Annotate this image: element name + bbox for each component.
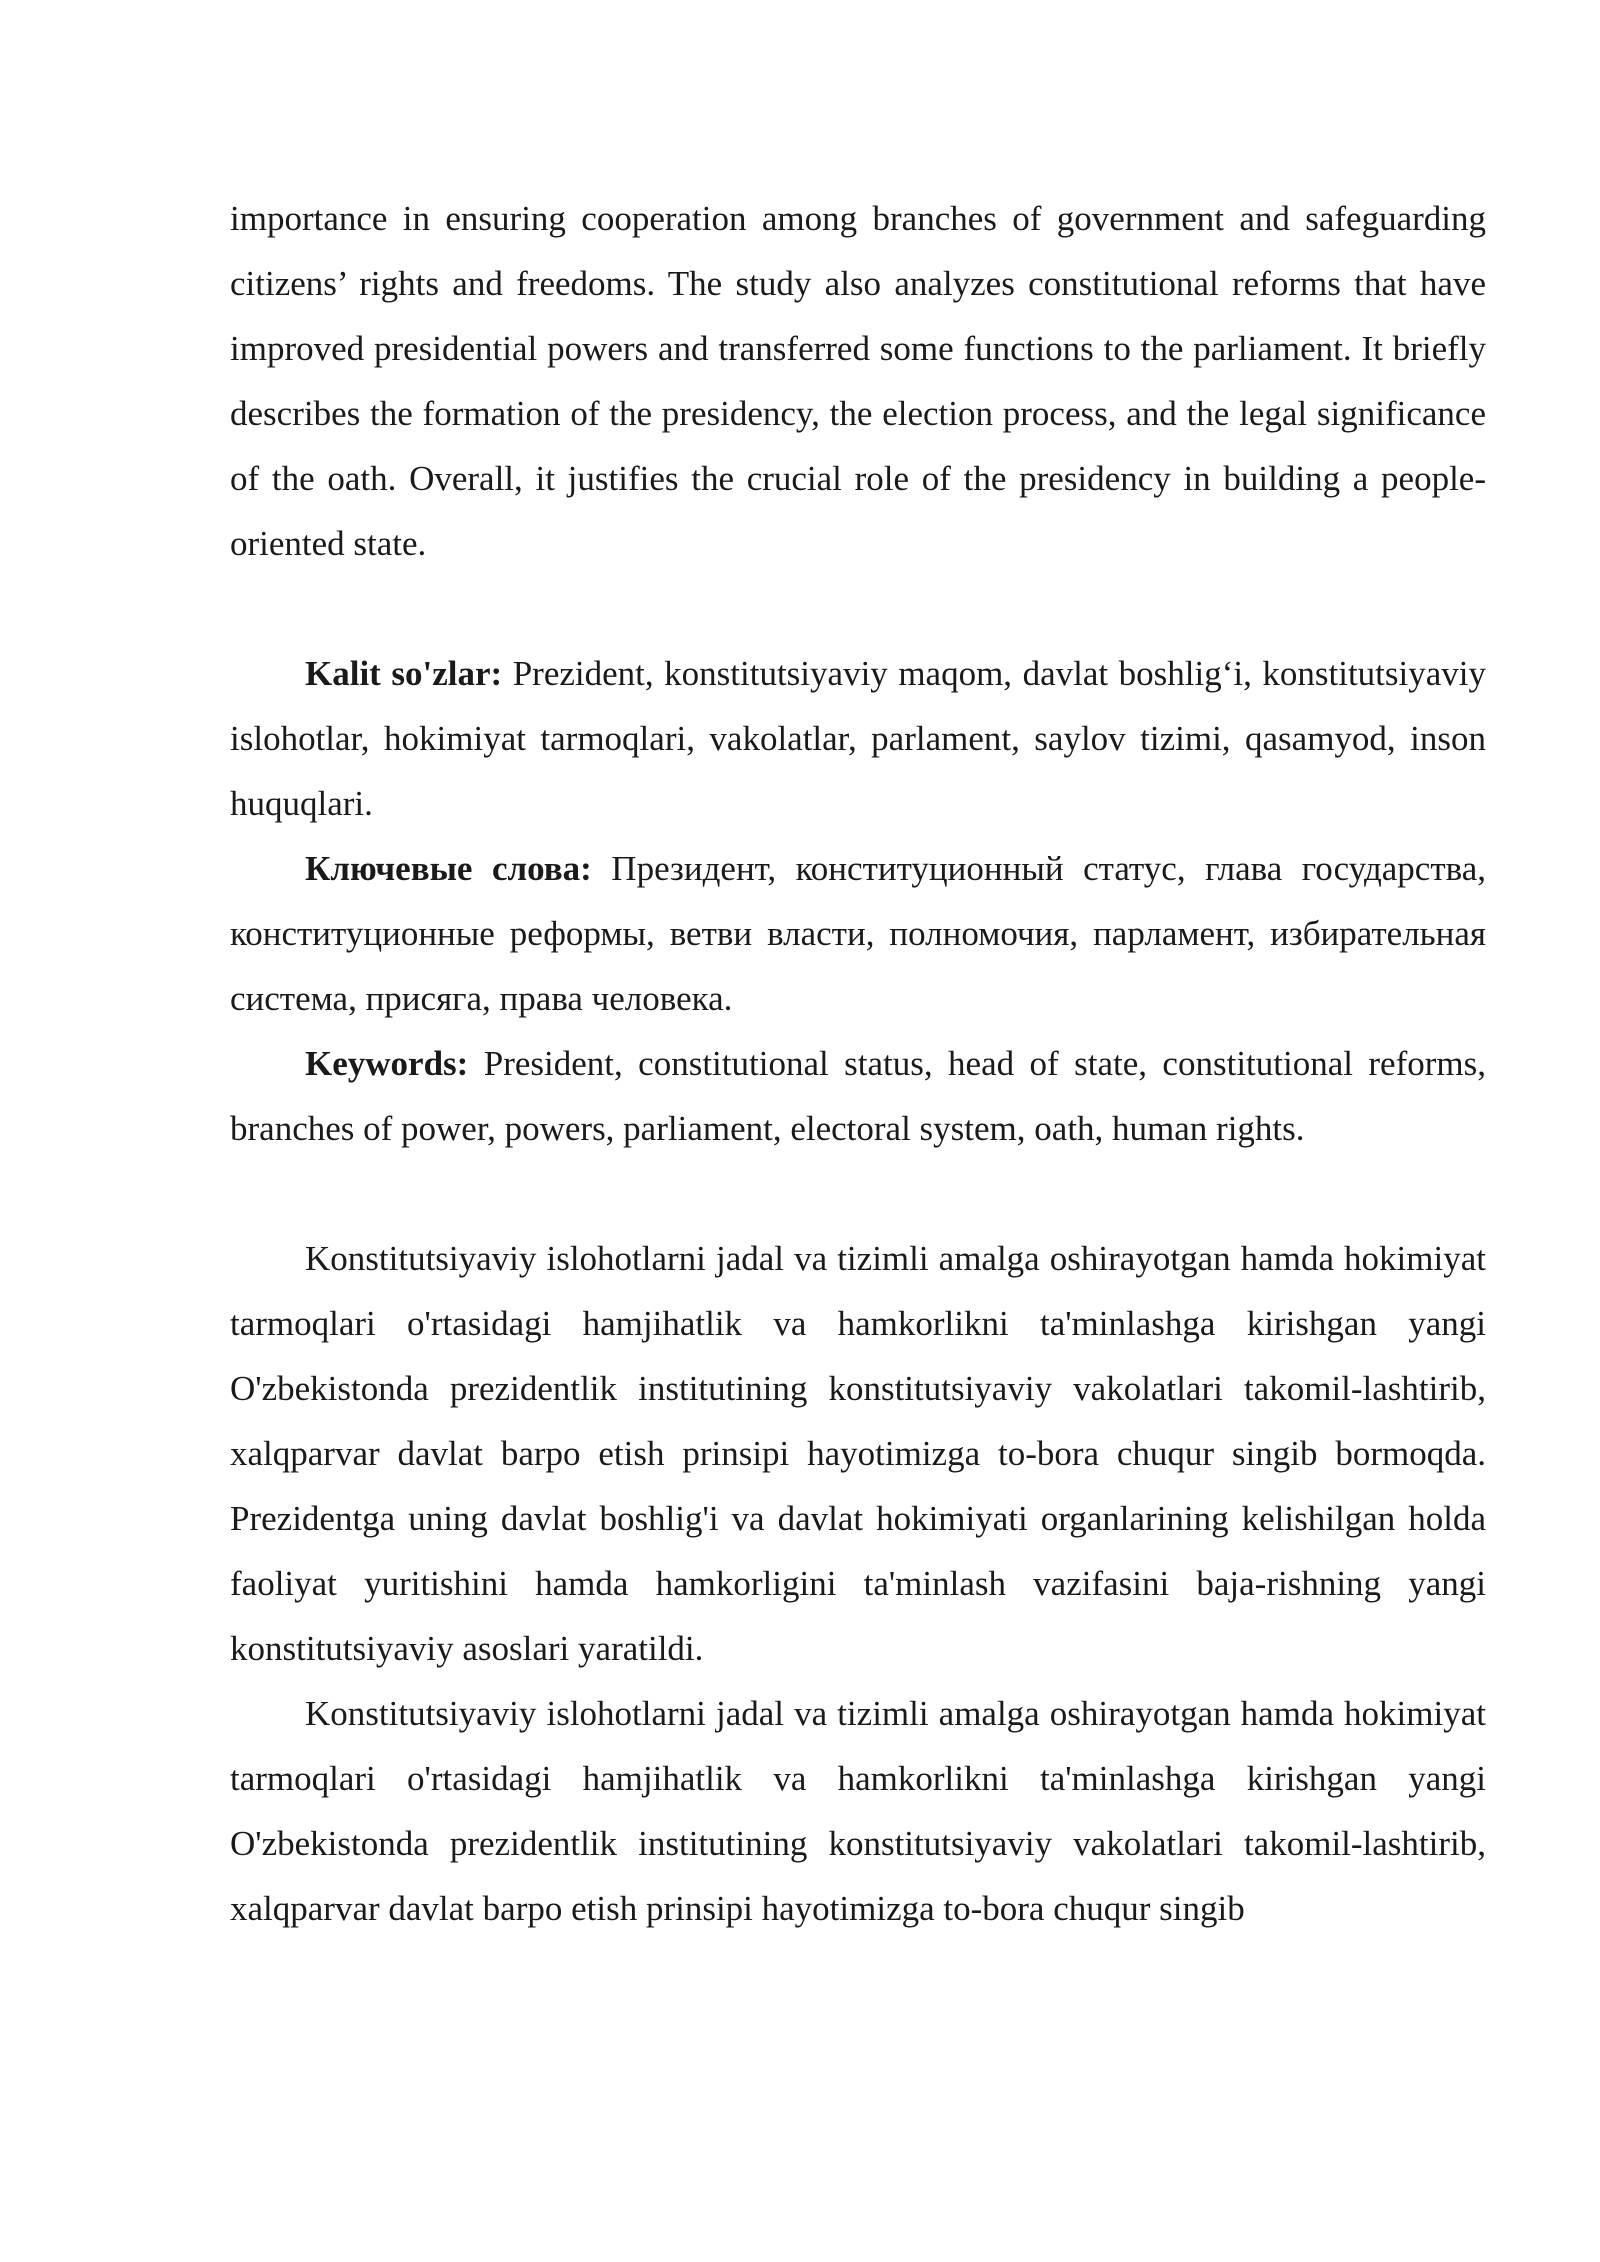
body-paragraph: Konstitutsiyaviy islohotlarni jadal va tizimli amalga oshirayotgan hamda hokimiyat tarmoqlari o'rtasidagi hamjihatlik va hamkorlikni ta'minlashga kirishgan yangi O'zbekistonda prezidentlik institutining konstitutsiyaviy vakolatlari takomil-lashtirib, xalqparvar davlat barpo etish prinsipi hayotimizga to-bora chuqur singib bormoqda. Prezidentga uning davlat boshlig'i va davlat hokimiyati organlarining kelishilgan holda faoliyat yuritishini hamda hamkorligini ta'minlash vazifasini baja-rishning yangi konstitutsiyaviy asoslari yaratildi.: [230, 1239, 1486, 1668]
document-page: [230, 186, 1486, 1941]
abstract-english-continuation: importance in ensuring cooperation among branches of government and safeguarding citizens’ rights and freedoms. The study also analyzes constitutional reforms that have improved presidential powers and transferred some functions to the parliament. It briefly describes the formation of the presidency, the election process, and the legal significance of the oath. Overall, it justifies the crucial role of the presidency in building a people-oriented state.: [230, 199, 1486, 563]
keywords-russian-text: Президент, конституционный статус, глава государства, конституционные реформы, ветви власти, полномочия, парламент, избирательная система, присяга, права человека.: [230, 849, 1486, 1018]
keywords-russian: [230, 836, 1486, 1031]
keywords-english-label: Keywords:: [305, 1044, 469, 1083]
keywords-uzbek-label: Kalit so'zlar:: [305, 654, 503, 693]
paragraph-spacer: [230, 1161, 1486, 1226]
keywords-english: [230, 1031, 1486, 1161]
keywords-uzbek: [230, 641, 1486, 836]
body-paragraph: Konstitutsiyaviy islohotlarni jadal va tizimli amalga oshirayotgan hamda hokimiyat tarmoqlari o'rtasidagi hamjihatlik va hamkorlikni ta'minlashga kirishgan yangi O'zbekistonda prezidentlik institutining konstitutsiyaviy vakolatlari takomil-lashtirib, xalqparvar davlat barpo etish prinsipi hayotimizga to-bora chuqur singib: [230, 1694, 1486, 1928]
keywords-russian-label: Ключевые слова:: [305, 849, 592, 888]
keywords-uzbek-text: Prezident, konstitutsiyaviy maqom, davlat boshlig‘i, konstitutsiyaviy islohotlar, hokimiyat tarmoqlari, vakolatlar, parlament, saylov tizimi, qasamyod, inson huquqlari.: [230, 654, 1486, 823]
paragraph-spacer: [230, 576, 1486, 641]
keywords-english-text: President, constitutional status, head of state, constitutional reforms, branches of power, powers, parliament, electoral system, oath, human rights.: [230, 1044, 1486, 1148]
